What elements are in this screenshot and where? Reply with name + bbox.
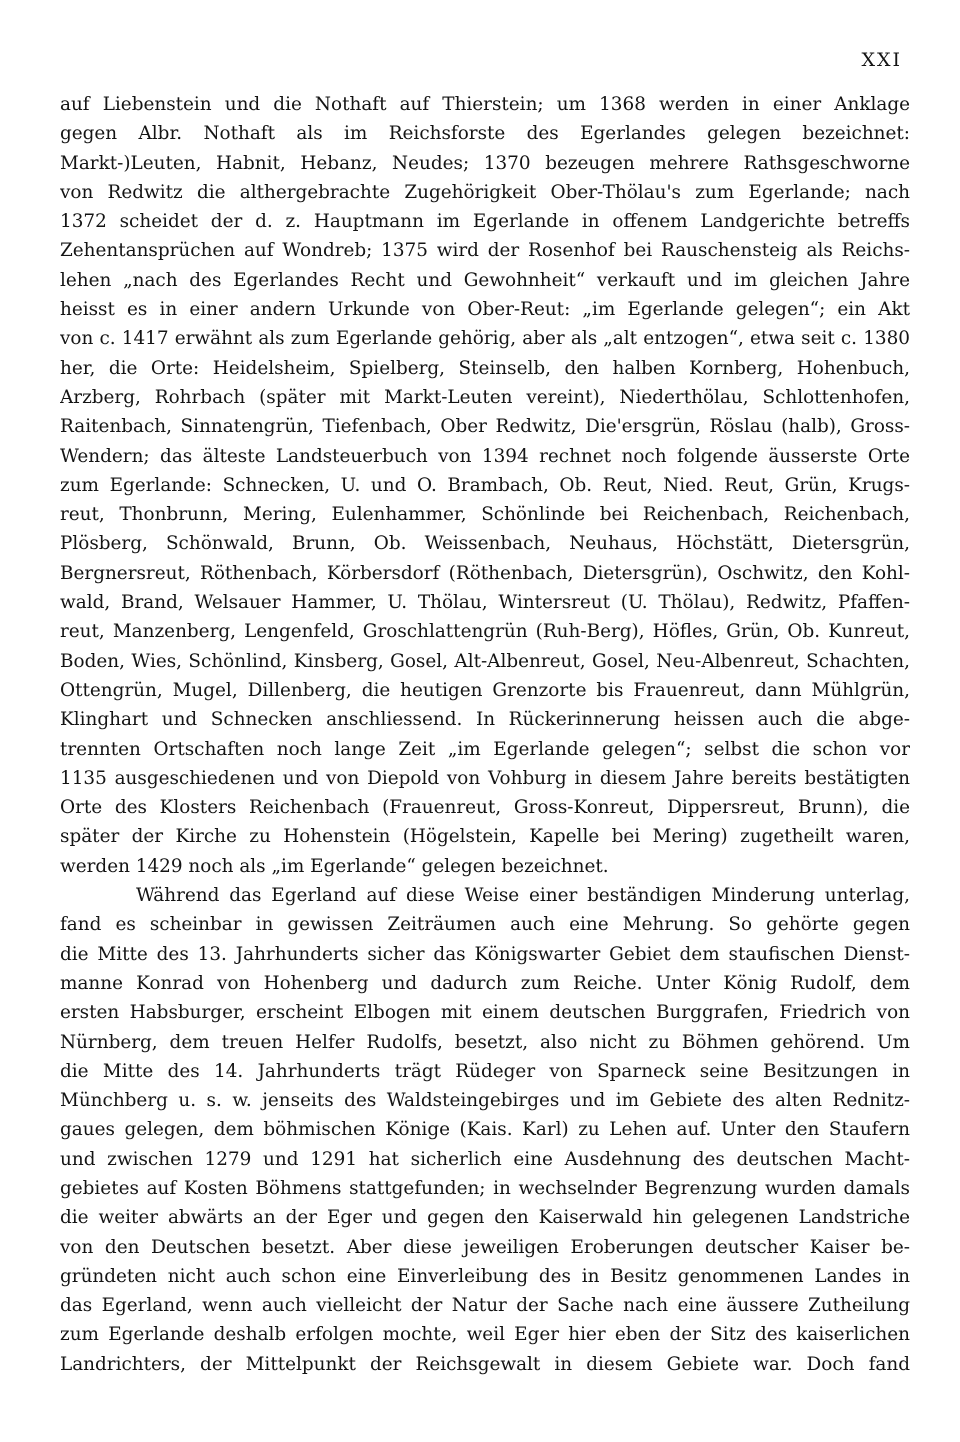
text-line: trennten Ortschaften noch lange Zeit „im Egerlande gelegen“; selbst die schon vor <box>60 738 910 760</box>
text-line: 1135 ausgeschiedenen und von Diepold von Vohburg in diesem Jahre bereits bestätigten <box>60 767 910 789</box>
text-line: Arzberg, Rohrbach (später mit Markt-Leuten vereint), Niederthölau, Schlottenhofen, <box>60 386 910 408</box>
text-line: reut, Manzenberg, Lengenfeld, Groschlattengrün (Ruh-Berg), Höfles, Grün, Ob. Kunreut, <box>60 621 910 643</box>
text-line: Klinghart und Schnecken anschliessend. In Rückerinnerung heissen auch die abge- <box>60 709 910 731</box>
text-line: her, die Orte: Heidelsheim, Spielberg, Steinselb, den halben Kornberg, Hohenbuch, <box>60 357 910 379</box>
text-line: gebietes auf Kosten Böhmens stattgefunden; in wechselnder Begrenzung wurden damals <box>60 1177 910 1199</box>
text-line: manne Konrad von Hohenberg und dadurch zum Reiche. Unter König Rudolf, dem <box>60 972 910 994</box>
text-line: reut, Thonbrunn, Mering, Eulenhammer, Schönlinde bei Reichenbach, Reichenbach, <box>60 504 910 526</box>
text-line: die Mitte des 13. Jahrhunderts sicher das Königswarter Gebiet dem staufischen Dienst- <box>60 943 910 965</box>
text-line: Ottengrün, Mugel, Dillenberg, die heutigen Grenzorte bis Frauenreut, dann Mühlgrün, <box>60 679 910 701</box>
text-line: von Redwitz die althergebrachte Zugehörigkeit Ober-Thölau's zum Egerlande; nach <box>60 181 910 203</box>
text-line: Wendern; das älteste Landsteuerbuch von 1394 rechnet noch folgende äusserste Orte <box>60 445 910 467</box>
text-line: fand es scheinbar in gewissen Zeiträumen auch eine Mehrung. So gehörte gegen <box>60 914 910 936</box>
text-line: Bergnersreut, Röthenbach, Körbersdorf (Röthenbach, Dietersgrün), Oschwitz, den Kohl- <box>60 562 910 584</box>
text-line: gegen Albr. Nothaft als im Reichsforste des Egerlandes gelegen bezeichnet: <box>60 123 910 145</box>
text-line: Nürnberg, dem treuen Helfer Rudolfs, besetzt, also nicht zu Böhmen gehörend. Um <box>60 1031 910 1053</box>
text-line: und zwischen 1279 und 1291 hat sicherlich eine Ausdehnung des deutschen Macht- <box>60 1148 910 1170</box>
text-line: ersten Habsburger, erscheint Elbogen mit einem deutschen Burggrafen, Friedrich von <box>60 1002 910 1024</box>
text-line: Boden, Wies, Schönlind, Kinsberg, Gosel, Alt-Albenreut, Gosel, Neu-Albenreut, Schachten, <box>60 650 910 672</box>
paragraph-end-line: werden 1429 noch als „im Egerlande“ gelegen bezeichnet. <box>60 855 609 877</box>
text-line: auf Liebenstein und die Nothaft auf Thierstein; um 1368 werden in einer Anklage <box>60 94 910 115</box>
text-line: später der Kirche zu Hohenstein (Högelstein, Kapelle bei Mering) zugetheilt waren, <box>60 826 910 848</box>
text-line: gaues gelegen, dem böhmischen Könige (Kais. Karl) zu Lehen auf. Unter den Staufern <box>60 1119 910 1141</box>
text-line: das Egerland, wenn auch vielleicht der Natur der Sache nach eine äussere Zutheilung <box>60 1295 910 1317</box>
text-line: zum Egerlande: Schnecken, U. und O. Brambach, Ob. Reut, Nied. Reut, Grün, Krugs- <box>60 474 910 496</box>
text-line: von c. 1417 erwähnt als zum Egerlande gehörig, aber als „alt entzogen“, etwa seit c. 1380 <box>60 328 910 350</box>
text-line: wald, Brand, Welsauer Hammer, U. Thölau, Wintersreut (U. Thölau), Redwitz, Pfaffen- <box>60 592 910 614</box>
text-line: lehen „nach des Egerlandes Recht und Gewohnheit“ verkauft und im gleichen Jahre <box>60 269 910 291</box>
text-line: die weiter abwärts an der Eger und gegen den Kaiserwald hin gelegenen Landstriche <box>60 1207 910 1229</box>
text-line: heisst es in einer andern Urkunde von Ober-Reut: „im Egerlande gelegen“; ein Akt <box>60 299 910 321</box>
text-line: 1372 scheidet der d. z. Hauptmann im Egerlande in offenem Landgerichte betreffs <box>60 211 910 233</box>
text-line: Plösberg, Schönwald, Brunn, Ob. Weissenbach, Neuhaus, Höchstätt, Dietersgrün, <box>60 533 910 555</box>
paragraph-start-line: Während das Egerland auf diese Weise einer beständigen Minderung unterlag, <box>136 885 910 907</box>
text-line: zum Egerlande deshalb erfolgen mochte, weil Eger hier eben der Sitz des kaiserlichen <box>60 1324 910 1346</box>
text-line: Markt-)Leuten, Habnit, Hebanz, Neudes; 1370 bezeugen mehrere Rathsgeschworne <box>60 152 910 174</box>
text-line: Orte des Klosters Reichenbach (Frauenreut, Gross-Konreut, Dippersreut, Brunn), die <box>60 797 910 819</box>
text-line: die Mitte des 14. Jahrhunderts trägt Rüdeger von Sparneck seine Besitzungen in <box>60 1060 910 1082</box>
text-line: Münchberg u. s. w. jenseits des Waldsteingebirges und im Gebiete des alten Rednitz- <box>60 1090 910 1112</box>
text-line: Landrichters, der Mittelpunkt der Reichsgewalt in diesem Gebiete war. Doch fand <box>60 1353 910 1375</box>
text-line: von den Deutschen besetzt. Aber diese jeweiligen Eroberungen deutscher Kaiser be- <box>60 1236 910 1258</box>
text-line: Raitenbach, Sinnatengrün, Tiefenbach, Ober Redwitz, Die'ersgrün, Röslau (halb), Gross- <box>60 416 910 438</box>
text-line: Zehentansprüchen auf Wondreb; 1375 wird der Rosenhof bei Rauschensteig als Reichs- <box>60 240 910 262</box>
body-text <box>60 90 910 1379</box>
page-number: XXI <box>861 49 902 71</box>
text-line: gründeten nicht auch schon eine Einverleibung des in Besitz genommenen Landes in <box>60 1265 910 1287</box>
